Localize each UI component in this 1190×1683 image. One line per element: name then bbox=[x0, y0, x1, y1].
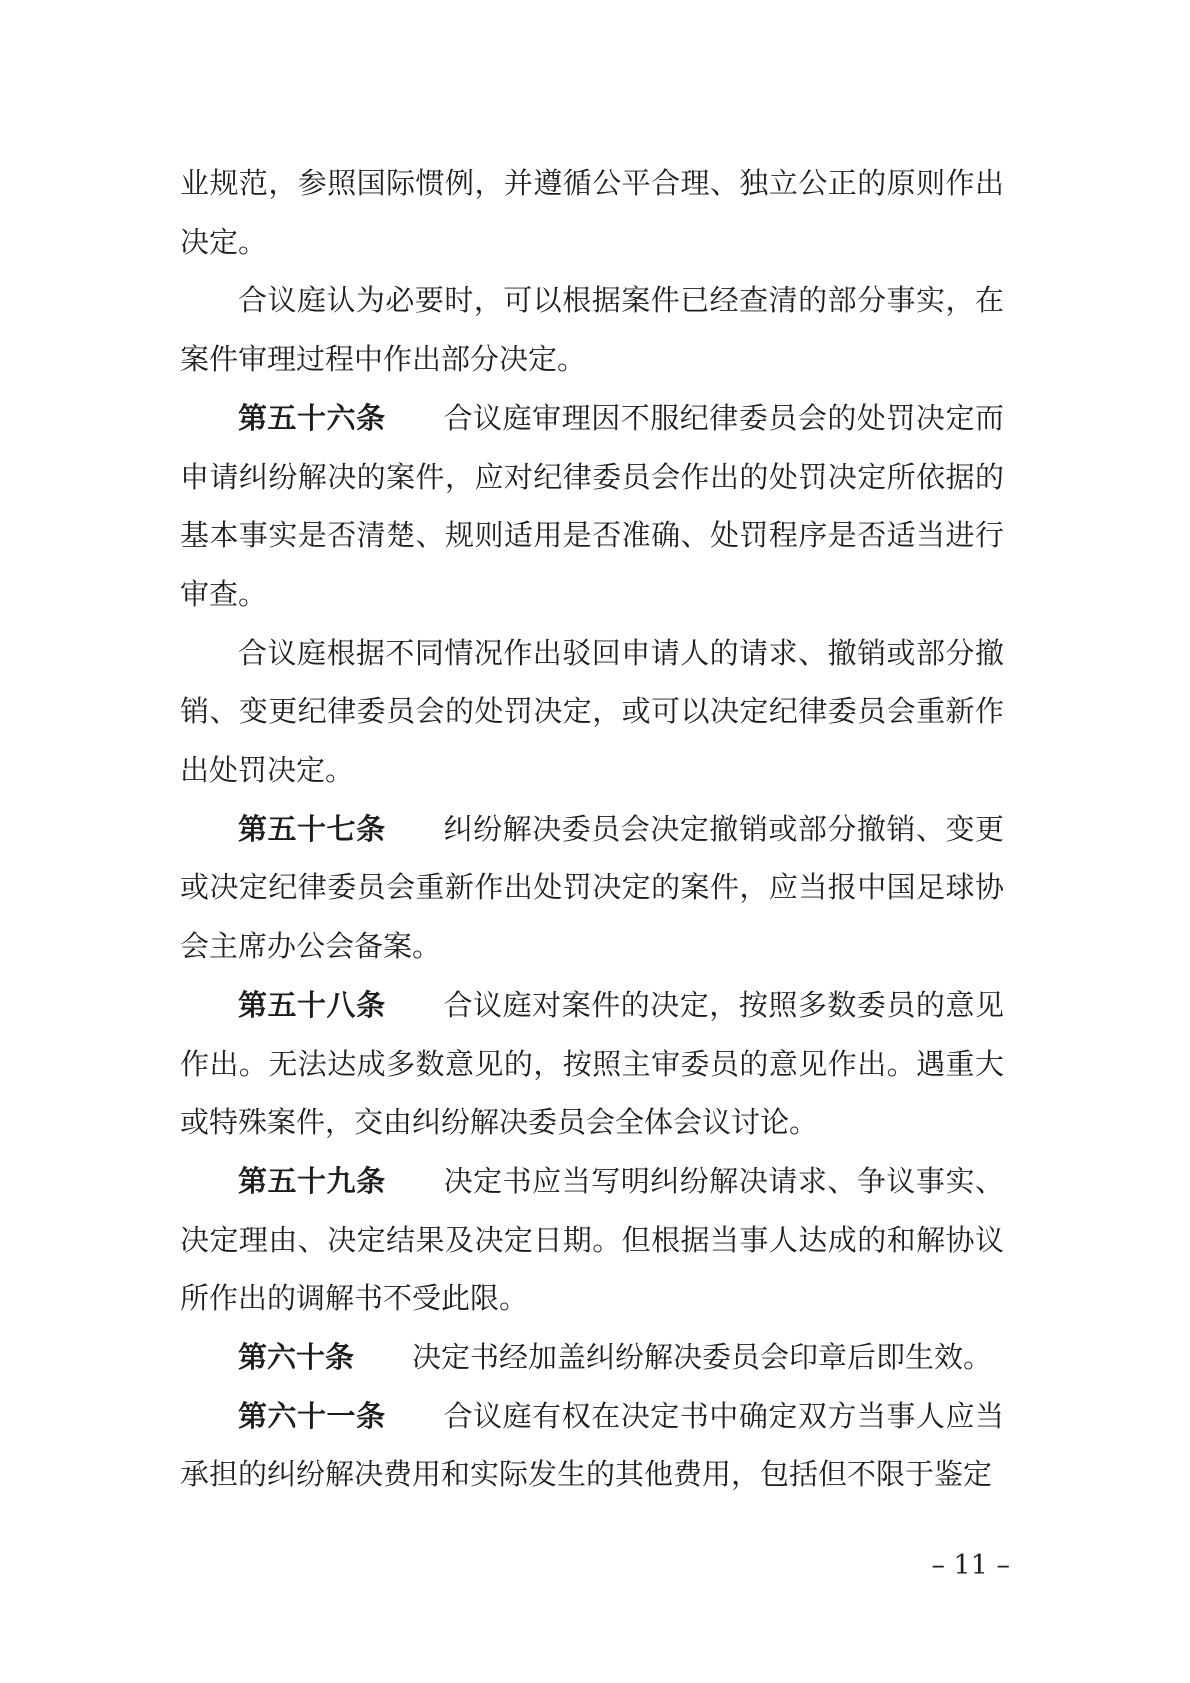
paragraph: 第五十八条 合议庭对案件的决定，按照多数委员的意见作出。无法达成多数意见的，按照主审委员的意见作出。遇重大或特殊案件，交由纠纷解决委员会全体会议讨论。 bbox=[180, 987, 1004, 1140]
article-number: 第六十条 bbox=[238, 1340, 355, 1375]
article-number: 第五十七条 bbox=[238, 811, 386, 846]
paragraph: 合议庭认为必要时，可以根据案件已经查清的部分事实，在案件审理过程中作出部分决定。 bbox=[180, 283, 1004, 377]
article-number: 第六十一条 bbox=[238, 1398, 386, 1433]
page-footer bbox=[180, 1550, 1010, 1582]
document-body bbox=[180, 154, 1004, 1504]
article-number: 第五十八条 bbox=[238, 987, 386, 1022]
paragraph: 第六十一条 合议庭有权在决定书中确定双方当事人应当承担的纠纷解决费用和实际发生的其他费用，包括但不限于鉴定 bbox=[180, 1398, 1004, 1492]
paragraph: 业规范，参照国际惯例，并遵循公平合理、独立公正的原则作出决定。 bbox=[180, 166, 1004, 259]
paragraph: 第六十条 决定书经加盖纠纷解决委员会印章后即生效。 bbox=[238, 1340, 993, 1375]
article-number: 第五十六条 bbox=[238, 400, 386, 435]
paragraph: 第五十七条 纠纷解决委员会决定撤销或部分撤销、变更或决定纪律委员会重新作出处罚决定的案件，应当报中国足球协会主席办公会备案。 bbox=[180, 811, 1004, 964]
paragraph: 合议庭根据不同情况作出驳回申请人的请求、撤销或部分撤销、变更纪律委员会的处罚决定，或可以决定纪律委员会重新作出处罚决定。 bbox=[180, 635, 1004, 788]
article-number: 第五十九条 bbox=[238, 1163, 386, 1198]
paragraph: 第五十六条 合议庭审理因不服纪律委员会的处罚决定而申请纠纷解决的案件，应对纪律委员会作出的处罚决定所依据的基本事实是否清楚、规则适用是否准确、处罚程序是否适当进行审查。 bbox=[180, 400, 1004, 611]
paragraph: 第五十九条 决定书应当写明纠纷解决请求、争议事实、决定理由、决定结果及决定日期。但根据当事人达成的和解协议所作出的调解书不受此限。 bbox=[180, 1163, 1004, 1316]
page-number: – 11 – bbox=[931, 1550, 1010, 1581]
